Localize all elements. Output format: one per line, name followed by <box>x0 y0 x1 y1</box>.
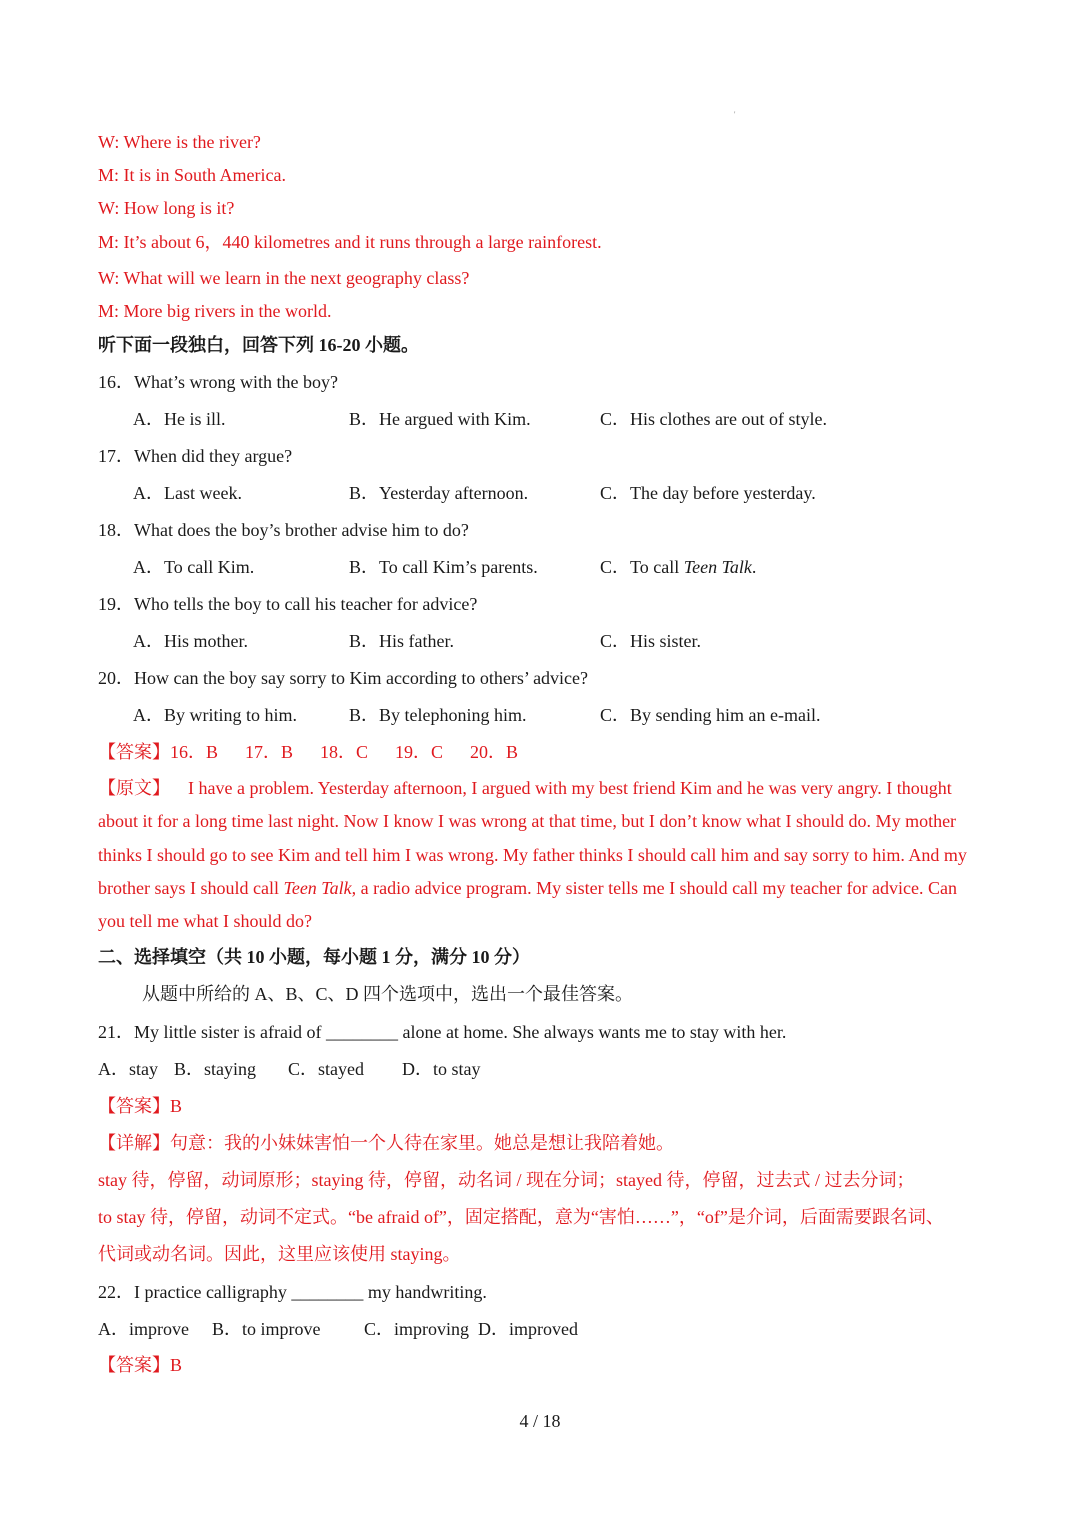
question-21-detail: 代词或动名词。因此，这里应该使用 staying。 <box>98 1244 461 1264</box>
question-22-option-c: C．improving <box>364 1319 470 1339</box>
dialogue-line: W: What will we learn in the next geography class? <box>98 268 470 288</box>
question-21-stem: 21．My little sister is afraid of ________ alone at home. She always wants me to stay with her. <box>98 1022 787 1042</box>
question-16-stem: 16．What’s wrong with the boy? <box>98 372 338 392</box>
question-20-option-a: A．By writing to him. <box>133 705 298 725</box>
dialogue-line: W: How long is it? <box>98 198 235 218</box>
option-c-prefix: C．To call <box>600 557 684 577</box>
question-22-option-a: A．improve <box>98 1319 189 1339</box>
transcript-paragraph <box>98 772 988 938</box>
question-20-option-c: C．By sending him an e-mail. <box>600 705 821 725</box>
question-21-option-c: C．stayed <box>288 1059 364 1079</box>
question-19-stem: 19．Who tells the boy to call his teacher for advice? <box>98 594 478 614</box>
dialogue-line: M: It’s about 6，440 kilometres and it runs through a large rainforest. <box>98 232 602 252</box>
question-17-option-b: B．Yesterday afternoon. <box>349 483 529 503</box>
question-21-detail: stay 待，停留，动词原形；staying 待，停留，动名词 / 现在分词；stayed 待，停留，过去式 / 过去分词； <box>98 1170 915 1190</box>
question-21-answer: 【答案】B <box>98 1096 183 1116</box>
question-22-option-b: B．to improve <box>212 1319 321 1339</box>
question-21-option-b: B．staying <box>174 1059 257 1079</box>
question-17-stem: 17．When did they argue? <box>98 446 293 466</box>
question-18-option-a: A．To call Kim. <box>133 557 255 577</box>
section-listen-heading: 听下面一段独白，回答下列 16-20 小题。 <box>98 335 419 355</box>
question-18-option-c <box>600 556 756 578</box>
question-21-detail: to stay 待，停留，动词不定式。“be afraid of”，固定搭配，意为“害怕……”，“of”是介词，后面需要跟名词、 <box>98 1207 944 1227</box>
question-18-stem: 18．What does the boy’s brother advise him to do? <box>98 520 469 540</box>
transcript-label: 【原文】 <box>98 778 170 798</box>
transcript-teen-talk: Teen Talk <box>283 877 352 898</box>
section-2-title: 二、选择填空（共 10 小题，每小题 1 分，满分 10 分） <box>98 947 530 967</box>
question-20-stem: 20．How can the boy say sorry to Kim according to others’ advice? <box>98 668 589 688</box>
answer-16-20: 【答案】16．B 17．B 18．C 19．C 20．B <box>98 742 519 762</box>
question-19-option-c: C．His sister. <box>600 631 702 651</box>
question-17-option-c: C．The day before yesterday. <box>600 483 816 503</box>
question-16-option-c: C．His clothes are out of style. <box>600 409 827 429</box>
transcript-part1: I have a problem. Yesterday afternoon, I argued with my best friend Kim and he was very angry. I thought about it for a long time last night. Now I know I was wrong at that time, but I don’t know what I should do. My mother thinks I should go to see Kim and tell him I was wrong. My father thinks I should call him and say sorry to him. And my brother says I should call <box>98 778 967 898</box>
question-16-option-a: A．He is ill. <box>133 409 226 429</box>
teen-talk-title: Teen Talk <box>683 557 752 577</box>
question-21-detail: 【详解】句意：我的小妹妹害怕一个人待在家里。她总是想让我陪着她。 <box>98 1133 674 1153</box>
question-21-option-d: D．to stay <box>402 1059 481 1079</box>
page-number: 4 / 18 <box>519 1411 561 1431</box>
question-16-option-b: B．He argued with Kim. <box>349 409 531 429</box>
question-22-answer: 【答案】B <box>98 1355 183 1375</box>
section-2-instruction: 从题中所给的 A、B、C、D 四个选项中，选出一个最佳答案。 <box>142 984 634 1004</box>
question-22-stem: 22．I practice calligraphy ________ my handwriting. <box>98 1282 487 1302</box>
dialogue-line: M: It is in South America. <box>98 165 286 185</box>
question-20-option-b: B．By telephoning him. <box>349 705 527 725</box>
question-17-option-a: A．Last week. <box>133 483 242 503</box>
dialogue-line: M: More big rivers in the world. <box>98 301 332 321</box>
transcript-part2: , a radio advice program. My sister tells me I should call my teacher for advice. Can you tell me what I should do? <box>98 877 957 932</box>
question-19-option-a: A．His mother. <box>133 631 248 651</box>
dialogue-line: W: Where is the river? <box>98 132 261 152</box>
option-c-suffix: . <box>751 557 757 577</box>
question-22-option-d: D．improved <box>478 1319 578 1339</box>
question-21-option-a: A．stay <box>98 1059 158 1079</box>
scan-mark: ' <box>734 110 736 119</box>
question-19-option-b: B．His father. <box>349 631 454 651</box>
question-18-option-b: B．To call Kim’s parents. <box>349 557 538 577</box>
